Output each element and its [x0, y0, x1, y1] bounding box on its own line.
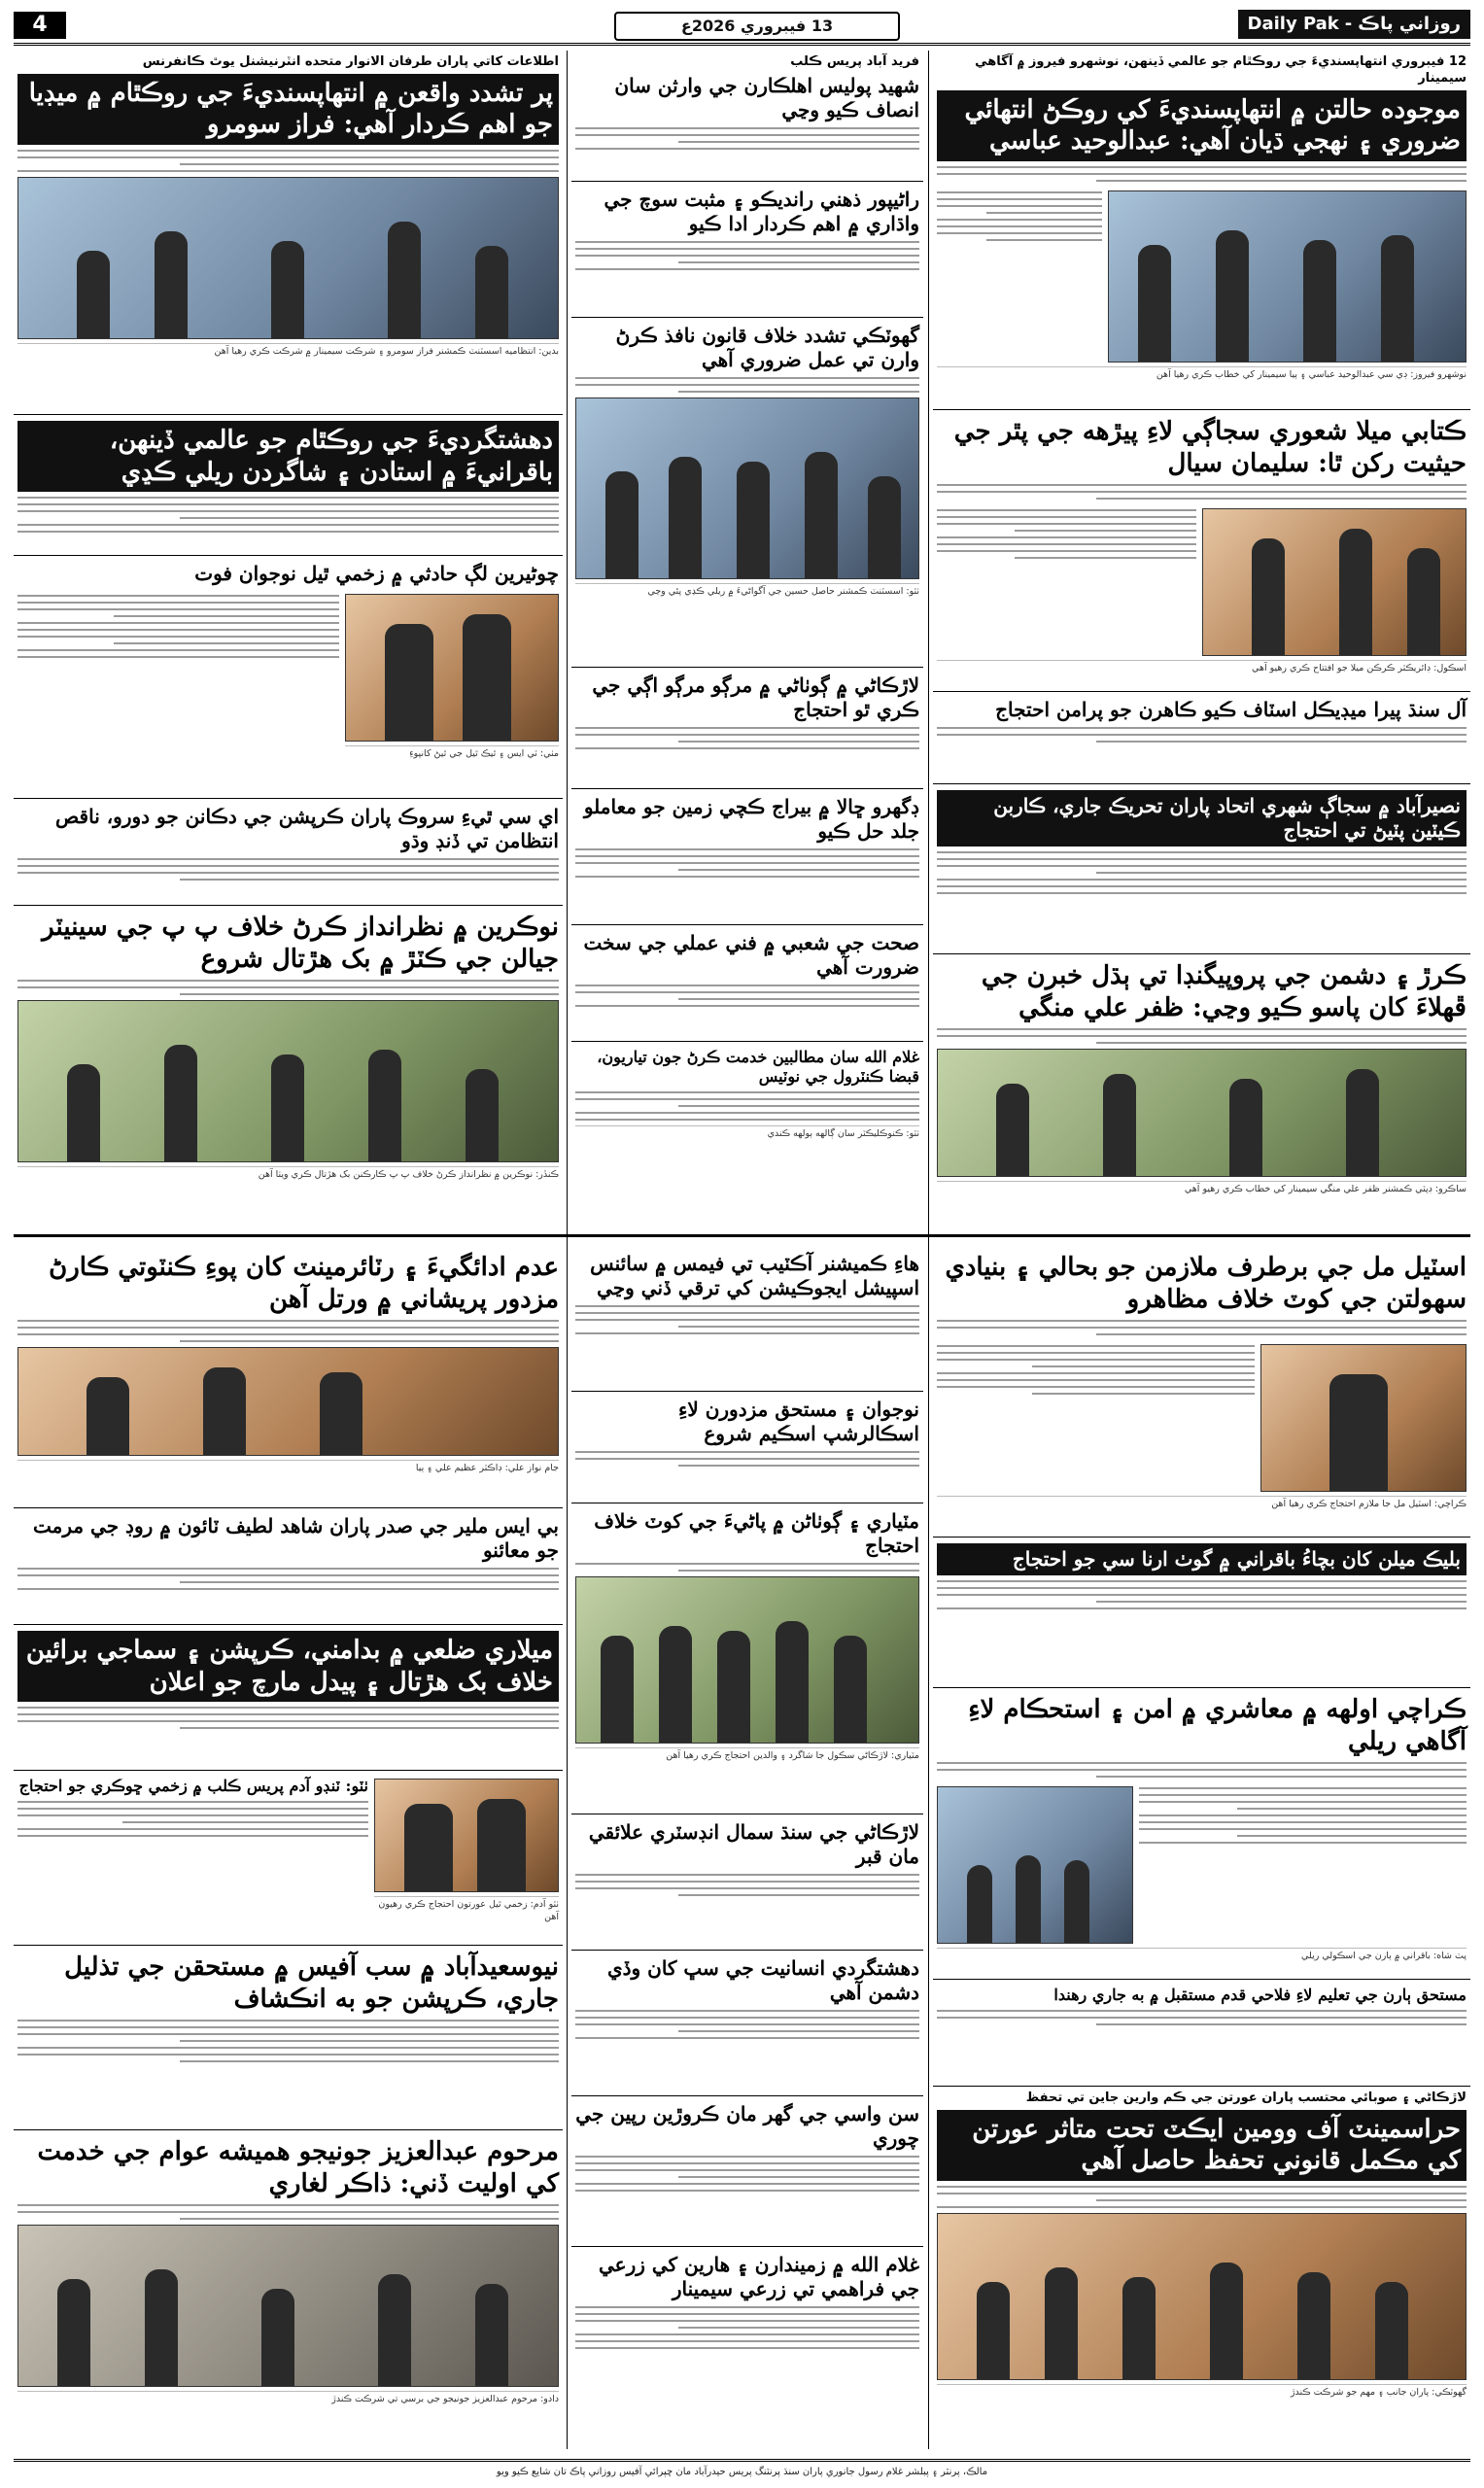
article	[571, 182, 923, 318]
body-text	[575, 1874, 919, 1896]
article	[14, 2130, 563, 2432]
article-headline: پر تشدد واقعن ۾ انتهاپسنديءَ جي روڪٿام ۾ ميڊيا جو اهم ڪردار آهي: فراز سومرو	[17, 74, 559, 145]
article	[571, 1042, 923, 1227]
body-text	[17, 2204, 559, 2220]
article-headline: ڊگھرو ڇالا ۾ بيراج ڪچي زمين جو معاملو جلد حل ڪيو	[583, 795, 919, 843]
article-headline: عدم ادائگيءَ ۽ رٽائرمينٽ کان پوءِ ڪنٽوتي ڪارڻ مزدور پريشاني ۾ ورتل آهن	[49, 1253, 559, 1314]
photo-caption: ڪراچي: اسٽيل مل جا ملازم احتجاج ڪري رهيا آهن	[937, 1496, 1467, 1511]
article-headline: شهيد پوليس اهلڪارن جي وارثن سان انصاف ڪيو وڃي	[614, 73, 919, 121]
article	[571, 51, 923, 182]
body-text	[937, 1028, 1467, 1044]
body-text	[17, 2020, 559, 2062]
news-photo	[937, 1786, 1133, 1944]
article	[571, 668, 923, 789]
photo-caption: ساڪرو: ڊپٽي ڪمشنر ظفر علي منگي سيمينار کي خطاب ڪري رهيو آهي	[937, 1181, 1467, 1196]
masthead	[14, 10, 1470, 46]
photo-caption: مٽياري: لاڙڪاڻي سڪول جا شاگرد ۽ والدين احتجاج ڪري رهيا آهن	[575, 1747, 919, 1763]
article	[14, 556, 563, 799]
article	[571, 789, 923, 925]
article	[571, 2247, 923, 2441]
article	[571, 1814, 923, 1951]
article-headline: آل سنڌ پيرا ميڊيڪل اسٽاف ڪيو ڪاهرن جو پرامن احتجاج	[995, 698, 1467, 721]
article-headline: لاڙڪاڻي ۾ ڳوٺاڻي ۾ مرڳو مرڳو اڳي جي ڪري ٿو احتجاج	[592, 674, 919, 721]
body-text	[937, 1762, 1467, 1778]
article-headline: راڻيپور ذهني رانديڪو ۽ مثبت سوچ جي واڌاري ۾ اهم ڪردار ادا ڪيو	[604, 188, 919, 235]
body-text	[575, 1563, 919, 1572]
article	[14, 1625, 563, 1771]
article	[571, 1951, 923, 2096]
article	[14, 415, 563, 556]
news-photo	[17, 2225, 559, 2387]
news-photo	[17, 1347, 559, 1456]
brand-english: Daily Pak	[1247, 14, 1339, 34]
article	[14, 51, 563, 415]
article	[933, 2087, 1470, 2446]
body-text	[937, 509, 1196, 559]
column-right-top	[933, 51, 1470, 1227]
body-text	[575, 848, 919, 878]
body-text	[17, 595, 339, 658]
brand-separator: -	[1344, 14, 1353, 34]
news-photo	[1108, 190, 1467, 363]
page-number: 4	[14, 12, 66, 39]
body-text	[575, 1091, 919, 1121]
body-text	[575, 985, 919, 1007]
body-text	[575, 2010, 919, 2039]
body-text	[17, 858, 559, 881]
article-headline: ٺٽو: ٽنڊو آدم پريس ڪلب ۾ زخمي ڇوڪري جو احتجاج	[18, 1777, 368, 1795]
article-headline: اسٽيل مل جي برطرف ملازمن جو بحالي ۽ بنيادي سهولتن جي کوٽ خلاف مظاهرو	[945, 1253, 1467, 1314]
body-text	[937, 166, 1467, 182]
article-headline: نوڪرين ۾ نظرانداز ڪرڻ خلاف پ پ جي سينيٽر جيالن جي ڪٽڙ ۾ بک هڙتال شروع	[42, 913, 559, 974]
article-headline: بي ايس ملير جي صدر پاران شاهد لطيف ٽائون ۾ روڊ جي مرمت جو معائنو	[32, 1514, 559, 1562]
article-kicker: اطلاعات کاتي پاران طرفان الانوار متحده انٽرنيشنل يوٿ ڪانفرنس	[142, 54, 559, 69]
article-headline: نوجوان ۽ مستحق مزدورن لاءِ اسڪالرشپ اسڪيم شروع	[677, 1398, 919, 1445]
article	[933, 784, 1470, 954]
article-headline: لاڙڪاڻي جي سنڌ سمال انڊسٽري علائقي مان قبر	[588, 1820, 919, 1868]
imprint-line: مالڪ، پرنٽر ۽ پبلشر غلام رسول جانوري پاران سنڌ پرنٽنگ پريس حيدرآباد مان ڇپرائي آفيس روزاني پاڪ تان شايع ڪيو ويو	[14, 2459, 1470, 2485]
article	[933, 1246, 1470, 1538]
body-text	[937, 1580, 1467, 1609]
column-middle-bottom	[571, 1246, 923, 2449]
column-divider	[928, 51, 929, 2449]
body-text	[17, 1801, 368, 1837]
article-headline: ڪرڙ ۽ دشمن جي پروپيگنڊا تي ٻڌل خبرن جي ڦهلاءَ کان پاسو ڪيو وڃي: ظفر علي منگي	[981, 961, 1467, 1022]
column-left-top	[14, 51, 563, 1227]
body-text	[575, 1451, 919, 1467]
news-photo	[937, 2213, 1467, 2380]
article	[14, 799, 563, 906]
body-text	[17, 1568, 559, 1590]
section-divider	[14, 1234, 1470, 1237]
photo-caption: ٺٽو: اسسٽنٽ ڪمشنر حاصل حسين جي آگواڻيءَ ۾ ريلي ڪڍي پئي وڃي	[575, 583, 919, 599]
article-headline: مستحق ٻارن جي تعليم لاءِ فلاحي قدم مستقبل ۾ به جاري رهندا	[1053, 1986, 1467, 2004]
article	[933, 410, 1470, 692]
column-middle-top	[571, 51, 923, 1227]
article	[14, 906, 563, 1227]
body-text	[17, 980, 559, 995]
news-photo	[17, 177, 559, 339]
article-headline: بليڪ ميلن کان بچاءُ باقراني ۾ گوٺ ارنا سي جو احتجاج	[937, 1543, 1467, 1575]
news-photo	[575, 1576, 919, 1744]
photo-caption: ٺٽو: ڪنوڪليڪٽر سان ڳالهه ٻولهه ڪندي	[575, 1125, 919, 1141]
article	[571, 1503, 923, 1814]
article	[571, 925, 923, 1042]
article	[571, 2096, 923, 2247]
body-text	[17, 150, 559, 172]
article-headline: گهوٽڪي تشدد خلاف قانون نافذ ڪرڻ وارن تي عمل ضروري آهي	[615, 324, 919, 371]
body-text	[17, 1707, 559, 1729]
news-photo	[374, 1779, 559, 1892]
body-text	[1139, 1787, 1467, 1844]
photo-caption: مٺي: ٽي ايس ۽ ٿيڪ ٿيل جي ٿيڻ کانپوءِ	[345, 745, 559, 761]
article-headline: غلام الله ۾ زميندارن ۽ هارين کي زرعي جي فراهمي تي زرعي سيمينار	[599, 2253, 919, 2300]
body-text	[937, 2010, 1467, 2025]
article-headline: غلام الله سان مطالبين خدمت ڪرڻ جون تياريون، قبضا ڪنٽرول جي نوٽيس	[597, 1048, 919, 1086]
brand-logo	[1238, 10, 1470, 39]
article-headline: نصيرآباد ۾ سجاڳ شهري اتحاد پاران تحريڪ جاري، ڪاربن ڪيٽين پٽيڻ تي احتجاج	[937, 790, 1467, 847]
body-text	[575, 727, 919, 749]
news-photo	[937, 1049, 1467, 1177]
photo-caption: گهوٽڪي: پاران جانب ۽ مهم جو شرڪت ڪندڙ	[937, 2384, 1467, 2400]
article-kicker: 12 فيبروري انتهاپسنديءَ جي روڪٿام جو عالمي ڏينهن، نوشهرو فيروز ۾ آگاهي سيمينار	[975, 54, 1467, 86]
news-photo	[17, 1000, 559, 1162]
column-left-bottom	[14, 1246, 563, 2449]
issue-date: 13 فيبروري 2026ع	[614, 12, 900, 41]
body-text	[937, 484, 1467, 500]
article-headline: مٽياري ۽ ڳوٺاڻن ۾ پاڻيءَ جي کوٽ خلاف احتجاج	[594, 1509, 919, 1557]
article	[14, 1946, 563, 2130]
photo-caption: اسڪول: ڊائريڪٽر ڪرڪن ميلا جو افتتاح ڪري رهيو آهي	[937, 660, 1467, 675]
body-text	[937, 191, 1102, 241]
body-text	[937, 851, 1467, 894]
column-right-bottom	[933, 1246, 1470, 2449]
article	[571, 1246, 923, 1392]
article-headline: هاءِ ڪميشنر آڪٽيب تي فيمس ۾ سائنس اسپيشل ايجوڪيشن کي ترقي ڏني وڃي	[590, 1252, 919, 1299]
news-photo	[1202, 508, 1467, 656]
article	[571, 1392, 923, 1503]
article	[571, 318, 923, 668]
news-photo	[575, 397, 919, 579]
article	[933, 51, 1470, 410]
body-text	[937, 1345, 1255, 1395]
body-text	[937, 727, 1467, 743]
article	[14, 1508, 563, 1625]
body-text	[17, 497, 559, 533]
photo-caption: پٽ شاه: باقراني ۾ ٻارن جي اسڪولي ريلي	[937, 1948, 1467, 1963]
article	[933, 1538, 1470, 1688]
article-headline: اي سي ٿيءِ سروڪ پاران ڪرپشن جي دڪانن جو دورو، ناقص انتظامن تي ڏنڊ وڌو	[55, 805, 559, 852]
article-headline: ڪراچي اولهه ۾ معاشري ۾ امن ۽ استحڪام لاءِ آگاهي ريلي	[968, 1695, 1467, 1756]
body-text	[575, 241, 919, 270]
article-headline: چوڻيرين لڳ حادثي ۾ زخمي ٿيل نوجوان فوت	[194, 562, 559, 585]
article-headline: حراسمينٽ آف وومين ايڪٽ تحت متاثر عورتن کي مڪمل قانوني تحفظ حاصل آهي	[937, 2110, 1467, 2181]
article	[14, 1771, 563, 1946]
photo-caption: ٺٽو آدم: زخمي ٿيل عورتون احتجاج ڪري رهيون آهن	[374, 1896, 559, 1924]
body-text	[575, 127, 919, 150]
article	[933, 1980, 1470, 2087]
article	[933, 1688, 1470, 1980]
article	[933, 692, 1470, 784]
article-headline: سن واسي جي گهر مان ڪروڙين رپين جي چوري	[575, 2102, 919, 2150]
body-text	[575, 1305, 919, 1334]
body-text	[937, 2186, 1467, 2208]
photo-caption: ڪنڏر: نوڪرين ۾ نظرانداز ڪرڻ خلاف پ پ ڪارڪنن بک هڙتال ڪري ويٺا آهن	[17, 1166, 559, 1182]
photo-caption: دادو: مرحوم عبدالعزيز جونيجو جي برسي تي شرڪت ڪندڙ	[17, 2391, 559, 2406]
article-headline: صحت جي شعبي ۾ فني عملي جي سخت ضرورت آهي	[583, 931, 919, 979]
body-text	[575, 2156, 919, 2192]
article-headline: نيوسعيدآباد ۾ سب آفيس ۾ مستحقن جي تذليل جاري، ڪرپشن جو به انڪشاف	[64, 1952, 559, 2014]
news-photo	[1260, 1344, 1467, 1492]
column-divider	[567, 51, 568, 2449]
article	[14, 1246, 563, 1508]
article-headline: دهشتگرديءَ جي روڪٿام جو عالمي ڏينهن، باقرانيءَ ۾ استادن ۽ شاگردن ريلي ڪڍي	[17, 421, 559, 492]
brand-sindhi: روزاني پاڪ	[1358, 14, 1461, 34]
article-kicker: لاڙڪاڻي ۽ صوبائي محتسب پاران عورتن جي ڪم وارين جاين تي تحفظ	[1025, 2091, 1467, 2105]
news-photo	[345, 594, 559, 742]
article-headline: مرحوم عبدالعزيز جونيجو هميشه عوام جي خدمت کي اوليت ڏني: ذاڪر لغاري	[37, 2137, 559, 2198]
photo-caption: بدين: انتظاميه اسسٽنٽ ڪمشنر فراز سومرو ۽ شرڪت سيمينار ۾ شرڪت ڪري رهيا آهن	[17, 343, 559, 359]
body-text	[575, 377, 919, 393]
photo-caption: جام نواز علي: ڊاڪٽر عظيم علي ۽ ٻيا	[17, 1460, 559, 1475]
article-headline: موجوده حالتن ۾ انتهاپسنديءَ کي روڪڻ انتهائي ضروري ۽ نهجي ڌيان آهي: عبدالوحيد عباسي	[937, 90, 1467, 161]
body-text	[937, 1320, 1467, 1335]
article-headline: دهشتگردي انسانيت جي سڀ کان وڏي دشمن آهي	[606, 1956, 919, 2004]
body-text	[575, 2306, 919, 2349]
article-headline: ڪتابي ميلا شعوري سجاڳي لاءِ پيڙهه جي پٿر جي حيثيت رکن ٿا: سليمان سيال	[953, 417, 1467, 478]
article	[933, 954, 1470, 1227]
photo-caption: نوشهرو فيروز: ڊي سي عبدالوحيد عباسي ۽ ٻيا سيمينار کي خطاب ڪري رهيا آهن	[937, 366, 1467, 382]
body-text	[17, 1320, 559, 1342]
article-kicker: فريد آباد پريس ڪلب	[790, 54, 919, 69]
article-headline: ميلاري ضلعي ۾ بدامني، ڪرپشن ۽ سماجي برائين خلاف بک هڙتال ۽ پيدل مارچ جو اعلان	[17, 1631, 559, 1702]
